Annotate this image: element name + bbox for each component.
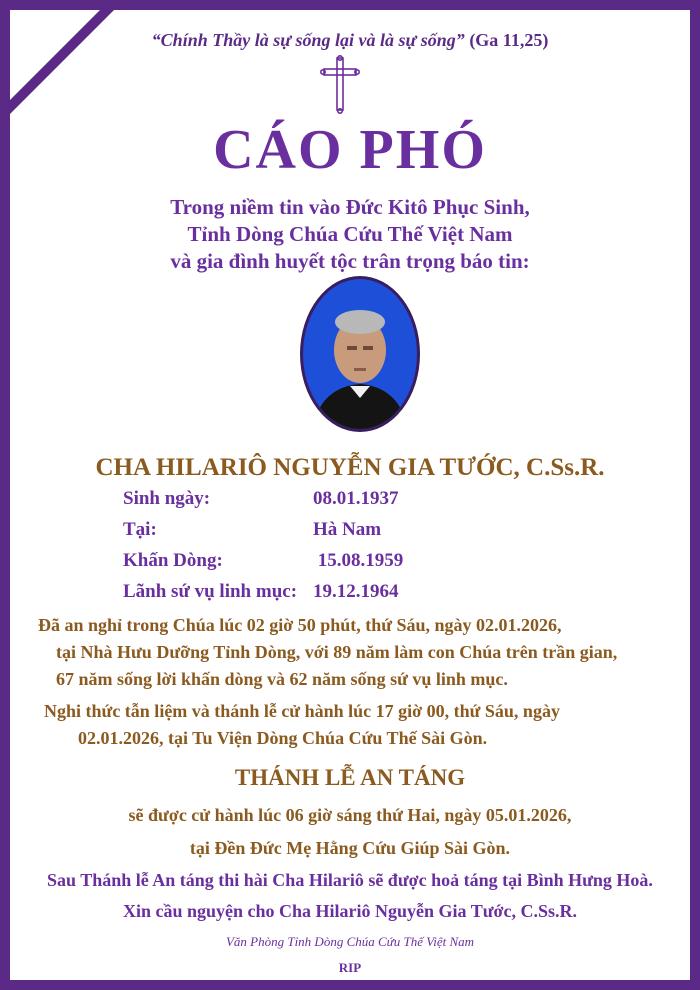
biographical-facts	[123, 488, 403, 612]
fact-label: Tại:	[123, 519, 157, 540]
paragraph-line: tại Nhà Hưu Dưỡng Tỉnh Dòng, với 89 năm làm con Chúa trên trần gian,	[56, 642, 618, 662]
scripture-quote	[10, 30, 690, 51]
funeral-time: sẽ được cử hành lúc 06 giờ sáng thứ Hai, ngày 05.01.2026,	[128, 805, 572, 825]
fact-label: Sinh ngày:	[123, 488, 211, 509]
fact-row	[123, 550, 403, 581]
fact-value: 15.08.1959	[313, 550, 404, 571]
deceased-name: CHA HILARIÔ NGUYỄN GIA TƯỚC, C.Ss.R.	[95, 454, 605, 481]
rip-text: RIP	[338, 960, 362, 975]
quote-reference: (Ga 11,25)	[469, 30, 549, 50]
intro-line: và gia đình huyết tộc trân trọng báo tin:	[170, 249, 530, 273]
fact-value: Hà Nam	[313, 519, 382, 540]
fact-row	[123, 581, 403, 612]
intro-text	[10, 194, 690, 275]
cremation-note: Sau Thánh lễ An táng thi hài Cha Hilariô sẽ được hoả táng tại Bình Hưng Hoà.	[47, 870, 653, 890]
portrait-photo	[298, 274, 422, 434]
cross-icon	[320, 54, 360, 114]
prayer-request: Xin cầu nguyện cho Cha Hilariô Nguyễn Gia Tước, C.Ss.R.	[123, 901, 577, 921]
paragraph-line: 67 năm sống lời khấn dòng và 62 năm sống sứ vụ linh mục.	[56, 669, 508, 689]
fact-value: 08.01.1937	[313, 488, 399, 509]
fact-value: 19.12.1964	[313, 581, 399, 602]
funeral-location: tại Đền Đức Mẹ Hằng Cứu Giúp Sài Gòn.	[189, 838, 511, 858]
fact-row	[123, 488, 403, 519]
paragraph-line: Nghi thức tẫn liệm và thánh lễ cử hành lúc 17 giờ 00, thứ Sáu, ngày	[44, 701, 560, 721]
fact-row	[123, 519, 403, 550]
death-announcement	[38, 612, 672, 693]
paragraph-line: Đã an nghỉ trong Chúa lúc 02 giờ 50 phút, thứ Sáu, ngày 02.01.2026,	[38, 615, 562, 635]
intro-line: Trong niềm tin vào Đức Kitô Phục Sinh,	[170, 195, 530, 219]
page-title: CÁO PHÓ	[213, 119, 487, 181]
intro-line: Tỉnh Dòng Chúa Cứu Thế Việt Nam	[187, 222, 513, 246]
mourning-ribbon	[10, 10, 130, 130]
wake-announcement	[38, 698, 672, 752]
fact-label: Khấn Dòng:	[123, 550, 223, 571]
paragraph-line: 02.01.2026, tại Tu Viện Dòng Chúa Cứu Thế Sài Gòn.	[78, 728, 488, 748]
issuer-office: Văn Phòng Tỉnh Dòng Chúa Cứu Thế Việt Nam	[225, 934, 475, 949]
funeral-heading: THÁNH LỄ AN TÁNG	[234, 765, 466, 790]
quote-text: “Chính Thầy là sự sống lại và là sự sống”	[151, 30, 465, 50]
fact-label: Lãnh sứ vụ linh mục:	[123, 581, 298, 602]
